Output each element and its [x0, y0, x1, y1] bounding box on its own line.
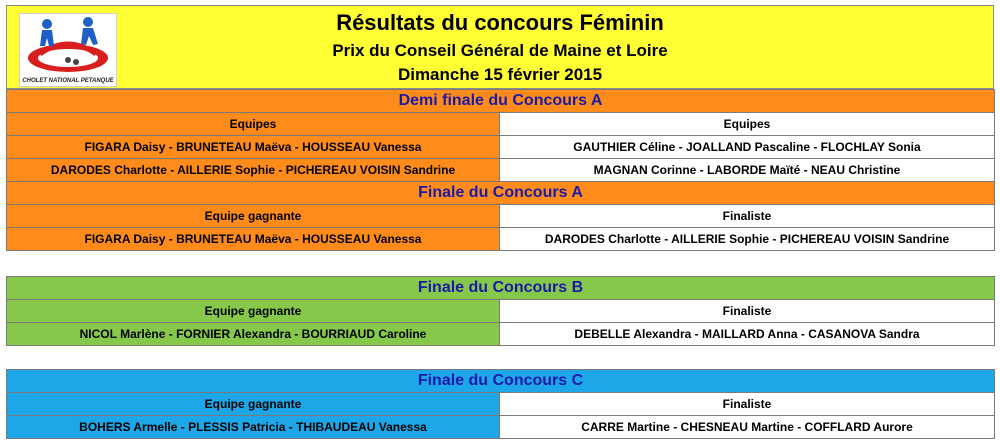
finale-c-header-finalist: Finaliste [500, 393, 995, 416]
team-cell: FIGARA Daisy - BRUNETEAU Maëva - HOUSSEAU Vanessa [7, 136, 500, 159]
event-date: Dimanche 15 février 2015 [397, 65, 603, 84]
concours-b-table [6, 276, 995, 346]
finalist-team-cell: CARRE Martine - CHESNEAU Martine - COFFLARD Aurore [500, 416, 995, 439]
section-title-demi-finale-a: Demi finale du Concours A [7, 90, 995, 113]
winner-team-cell: NICOL Marlène - FORNIER Alexandra - BOURRIAUD Caroline [7, 323, 500, 346]
page-title: Résultats du concours Féminin [336, 10, 664, 35]
team-cell: DARODES Charlotte - AILLERIE Sophie - PICHEREAU VOISIN Sandrine [7, 159, 500, 182]
finalist-team-cell: DEBELLE Alexandra - MAILLARD Anna - CASANOVA Sandra [500, 323, 995, 346]
demi-header-left: Equipes [7, 113, 500, 136]
table-row [7, 136, 995, 159]
finale-b-header-winner: Equipe gagnante [7, 300, 500, 323]
table-row [7, 159, 995, 182]
finale-a-header-winner: Equipe gagnante [7, 205, 500, 228]
concours-c-table [6, 369, 995, 439]
table-row [7, 416, 995, 439]
finalist-team-cell: DARODES Charlotte - AILLERIE Sophie - PICHEREAU VOISIN Sandrine [500, 228, 995, 251]
section-title-finale-b: Finale du Concours B [7, 277, 995, 300]
table-row [7, 323, 995, 346]
demi-header-right: Equipes [500, 113, 995, 136]
team-cell: MAGNAN Corinne - LABORDE Maïté - NEAU Christine [500, 159, 995, 182]
finale-c-header-winner: Equipe gagnante [7, 393, 500, 416]
header-banner [6, 5, 994, 89]
section-title-finale-c: Finale du Concours C [7, 370, 995, 393]
section-title-finale-a: Finale du Concours A [7, 182, 995, 205]
winner-team-cell: FIGARA Daisy - BRUNETEAU Maëva - HOUSSEAU Vanessa [7, 228, 500, 251]
finale-b-header-finalist: Finaliste [500, 300, 995, 323]
finale-a-header-finalist: Finaliste [500, 205, 995, 228]
winner-team-cell: BOHERS Armelle - PLESSIS Patricia - THIBAUDEAU Vanessa [7, 416, 500, 439]
concours-a-table [6, 89, 995, 251]
team-cell: GAUTHIER Céline - JOALLAND Pascaline - FLOCHLAY Sonia [500, 136, 995, 159]
page-subtitle: Prix du Conseil Général de Maine et Loire [332, 41, 668, 60]
logo-caption: CHOLET NATIONAL PETANQUE [22, 78, 114, 84]
table-row [7, 228, 995, 251]
